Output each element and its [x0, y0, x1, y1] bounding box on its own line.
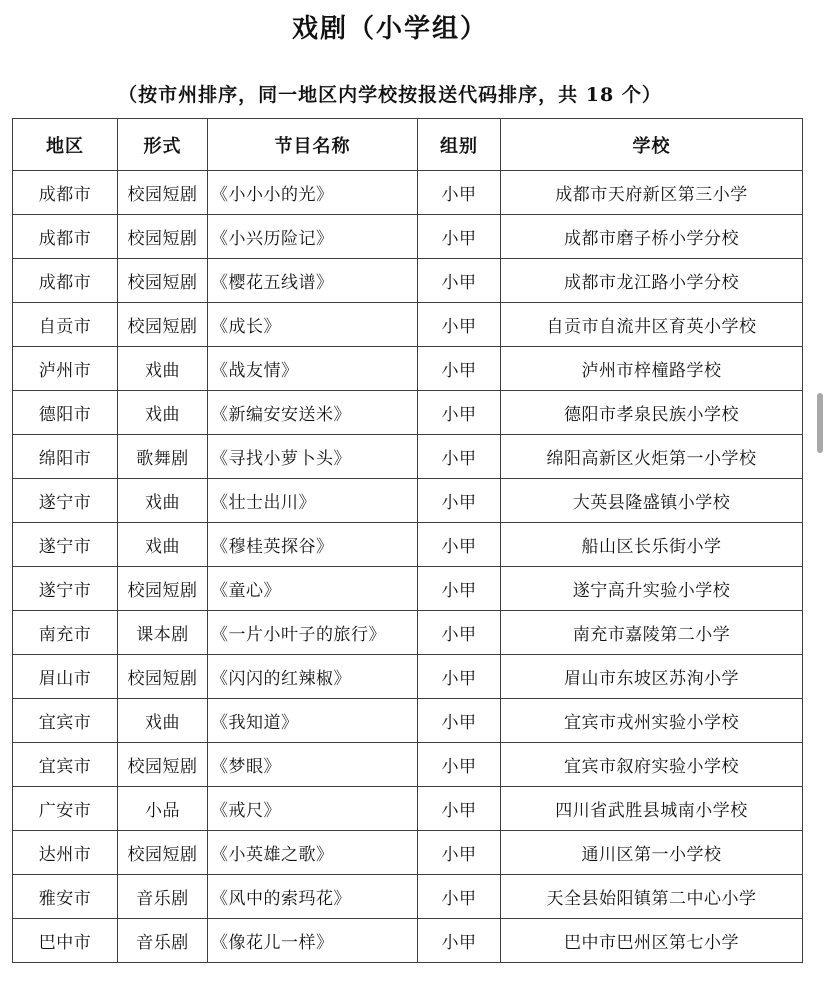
table-row	[13, 523, 803, 567]
table-row	[13, 303, 803, 347]
cell-form: 戏曲	[118, 391, 208, 435]
cell-form: 校园短剧	[118, 655, 208, 699]
cell-program: 《壮士出川》	[208, 479, 418, 523]
cell-region: 南充市	[13, 611, 118, 655]
cell-program: 《像花儿一样》	[208, 919, 418, 963]
table-row	[13, 787, 803, 831]
cell-program: 《风中的索玛花》	[208, 875, 418, 919]
cell-school: 眉山市东坡区苏洵小学	[501, 655, 803, 699]
cell-program: 《樱花五线谱》	[208, 259, 418, 303]
cell-form: 戏曲	[118, 347, 208, 391]
cell-program: 《穆桂英探谷》	[208, 523, 418, 567]
cell-region: 遂宁市	[13, 523, 118, 567]
column-header-form: 形式	[118, 119, 208, 171]
program-table	[12, 118, 803, 963]
cell-group: 小甲	[418, 611, 501, 655]
cell-school: 自贡市自流井区育英小学校	[501, 303, 803, 347]
cell-school: 泸州市梓橦路学校	[501, 347, 803, 391]
cell-program: 《闪闪的红辣椒》	[208, 655, 418, 699]
table-row	[13, 743, 803, 787]
cell-program: 《寻找小萝卜头》	[208, 435, 418, 479]
cell-region: 德阳市	[13, 391, 118, 435]
cell-form: 戏曲	[118, 479, 208, 523]
table-row	[13, 479, 803, 523]
cell-region: 泸州市	[13, 347, 118, 391]
cell-form: 小品	[118, 787, 208, 831]
cell-program: 《成长》	[208, 303, 418, 347]
cell-form: 校园短剧	[118, 171, 208, 215]
cell-group: 小甲	[418, 259, 501, 303]
cell-region: 自贡市	[13, 303, 118, 347]
cell-program: 《战友情》	[208, 347, 418, 391]
cell-region: 宜宾市	[13, 743, 118, 787]
cell-school: 宜宾市戎州实验小学校	[501, 699, 803, 743]
page-title: 戏剧（小学组）	[291, 14, 488, 44]
table-row	[13, 215, 803, 259]
cell-form: 校园短剧	[118, 567, 208, 611]
cell-school: 四川省武胜县城南小学校	[501, 787, 803, 831]
cell-region: 遂宁市	[13, 479, 118, 523]
table-row	[13, 171, 803, 215]
cell-program: 《我知道》	[208, 699, 418, 743]
header-row	[13, 119, 803, 171]
cell-group: 小甲	[418, 567, 501, 611]
cell-group: 小甲	[418, 655, 501, 699]
cell-school: 遂宁高升实验小学校	[501, 567, 803, 611]
cell-form: 校园短剧	[118, 303, 208, 347]
cell-form: 戏曲	[118, 699, 208, 743]
cell-program: 《一片小叶子的旅行》	[208, 611, 418, 655]
cell-school: 成都市磨子桥小学分校	[501, 215, 803, 259]
cell-group: 小甲	[418, 391, 501, 435]
cell-school: 绵阳高新区火炬第一小学校	[501, 435, 803, 479]
cell-group: 小甲	[418, 523, 501, 567]
cell-group: 小甲	[418, 347, 501, 391]
cell-group: 小甲	[418, 479, 501, 523]
cell-region: 达州市	[13, 831, 118, 875]
cell-group: 小甲	[418, 875, 501, 919]
cell-school: 南充市嘉陵第二小学	[501, 611, 803, 655]
cell-program: 《戒尺》	[208, 787, 418, 831]
column-header-group: 组别	[418, 119, 501, 171]
cell-program: 《小小小的光》	[208, 171, 418, 215]
cell-group: 小甲	[418, 303, 501, 347]
cell-region: 宜宾市	[13, 699, 118, 743]
cell-region: 广安市	[13, 787, 118, 831]
cell-school: 通川区第一小学校	[501, 831, 803, 875]
cell-group: 小甲	[418, 171, 501, 215]
table-row	[13, 875, 803, 919]
cell-form: 音乐剧	[118, 919, 208, 963]
table-body	[13, 171, 803, 963]
cell-form: 音乐剧	[118, 875, 208, 919]
table-row	[13, 831, 803, 875]
cell-school: 德阳市孝泉民族小学校	[501, 391, 803, 435]
table-row	[13, 259, 803, 303]
table-row	[13, 347, 803, 391]
cell-group: 小甲	[418, 787, 501, 831]
cell-group: 小甲	[418, 435, 501, 479]
cell-region: 成都市	[13, 171, 118, 215]
table-row	[13, 699, 803, 743]
cell-region: 绵阳市	[13, 435, 118, 479]
vertical-scrollbar-thumb[interactable]	[817, 393, 823, 453]
cell-form: 课本剧	[118, 611, 208, 655]
cell-school: 天全县始阳镇第二中心小学	[501, 875, 803, 919]
column-header-program: 节目名称	[208, 119, 418, 171]
cell-group: 小甲	[418, 699, 501, 743]
cell-school: 大英县隆盛镇小学校	[501, 479, 803, 523]
table-row	[13, 391, 803, 435]
cell-region: 成都市	[13, 215, 118, 259]
cell-group: 小甲	[418, 919, 501, 963]
cell-region: 雅安市	[13, 875, 118, 919]
cell-group: 小甲	[418, 743, 501, 787]
cell-group: 小甲	[418, 215, 501, 259]
table-row	[13, 655, 803, 699]
cell-form: 戏曲	[118, 523, 208, 567]
cell-program: 《新编安安送米》	[208, 391, 418, 435]
table-row	[13, 435, 803, 479]
cell-region: 巴中市	[13, 919, 118, 963]
table-header	[13, 119, 803, 171]
sort-note: （按市州排序，同一地区内学校按报送代码排序，共 18 个）	[118, 84, 662, 106]
cell-school: 成都市天府新区第三小学	[501, 171, 803, 215]
cell-form: 校园短剧	[118, 831, 208, 875]
cell-school: 宜宾市叙府实验小学校	[501, 743, 803, 787]
cell-form: 歌舞剧	[118, 435, 208, 479]
cell-program: 《小英雄之歌》	[208, 831, 418, 875]
cell-region: 眉山市	[13, 655, 118, 699]
cell-school: 成都市龙江路小学分校	[501, 259, 803, 303]
cell-school: 巴中市巴州区第七小学	[501, 919, 803, 963]
cell-region: 遂宁市	[13, 567, 118, 611]
column-header-school: 学校	[501, 119, 803, 171]
cell-group: 小甲	[418, 831, 501, 875]
cell-region: 成都市	[13, 259, 118, 303]
cell-program: 《梦眼》	[208, 743, 418, 787]
table-row	[13, 611, 803, 655]
table-row	[13, 567, 803, 611]
cell-form: 校园短剧	[118, 259, 208, 303]
column-header-region: 地区	[13, 119, 118, 171]
table-row	[13, 919, 803, 963]
cell-program: 《童心》	[208, 567, 418, 611]
cell-school: 船山区长乐街小学	[501, 523, 803, 567]
cell-form: 校园短剧	[118, 743, 208, 787]
cell-form: 校园短剧	[118, 215, 208, 259]
cell-program: 《小兴历险记》	[208, 215, 418, 259]
